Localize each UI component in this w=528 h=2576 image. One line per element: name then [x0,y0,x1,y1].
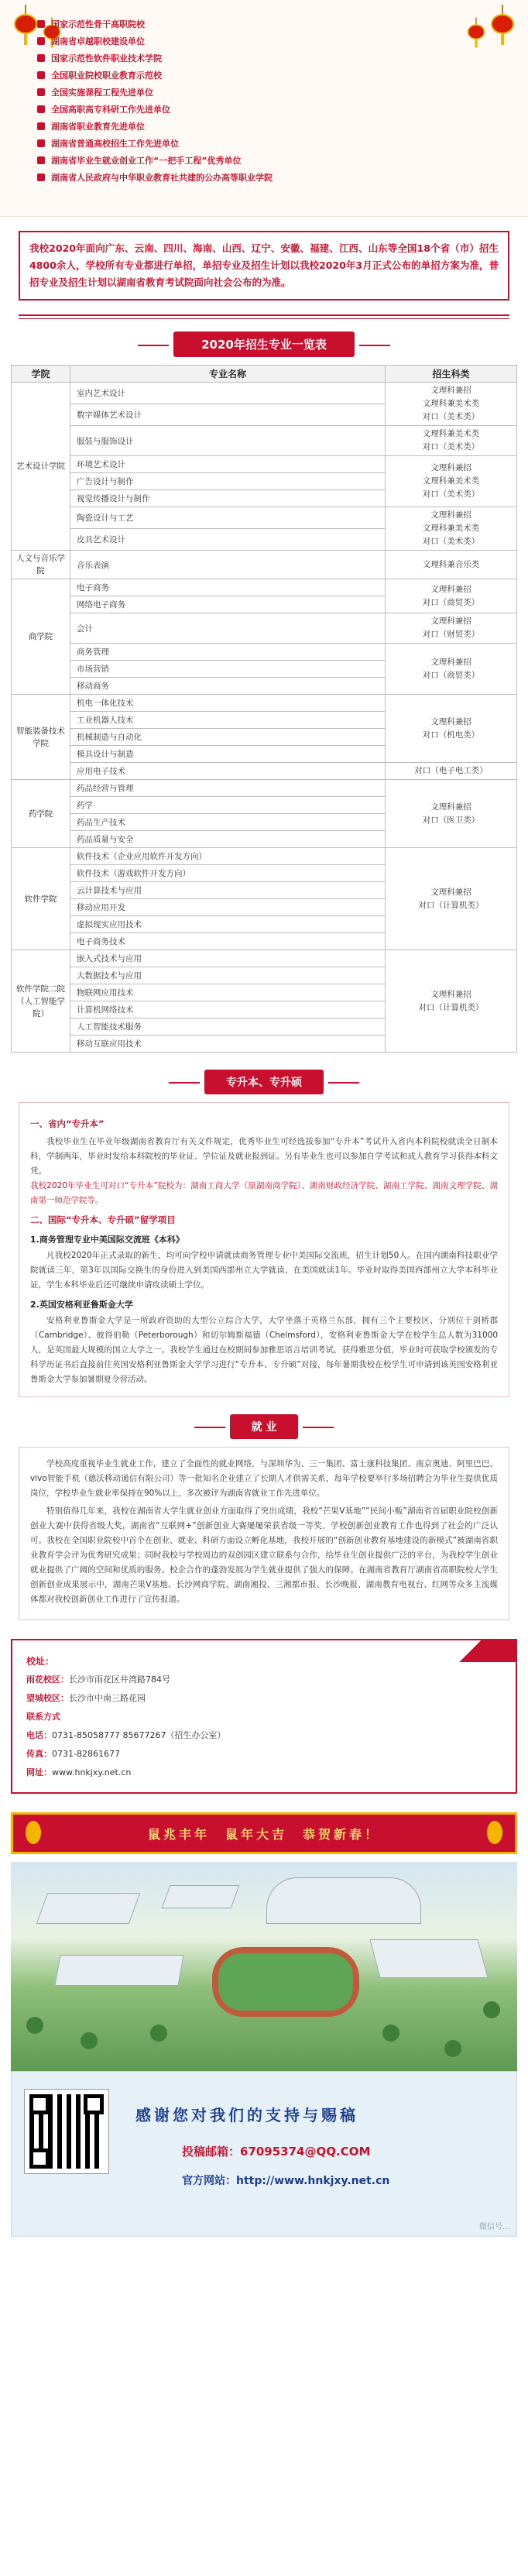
subject-cell: 文理科兼招 文理科兼美术类 对口（美术类） [386,507,517,551]
intro-box: 我校2020年面向广东、云南、四川、海南、山西、辽宁、安徽、福建、江西、山东等全国18个省（市）招生4800余人，学校所有专业都进行单招，单招专业及招生计划以我校2020年3月正式公布的单招方案为准，普招专业及招生计划以湖南省教育考试院面向社会公布的为准。 [19,231,509,301]
subject-cell: 文理科兼美术类 对口（美术类） [386,426,517,456]
college-cell: 艺术设计学院 [12,383,70,551]
honor-item [37,67,458,84]
major-cell: 会计 [70,613,386,644]
major-cell: 计算机网络技术 [70,1001,386,1018]
employment-paragraph-2: 特别值得几年来，我校在湖南省大学生就业创业方面取得了突出成绩，我校“芒果V基地”“民间小贩”湖南省首届职业院校创新创业大赛中获得省级大奖，湖南省“互联网+”创新创业大赛屡屡荣获省级一等奖，学校创新创业教育工作也得到了社会的广泛认可。我校在全国职业院校中首个在创业、就业、科研方面设立孵化基地，我校开展的“创新创业教育基地建设的新模式”被湖南省职业教育学会评为优秀研究成果；同时我校与学校周边的双创园区建立联系与合作，给毕业生创业提供广泛的平台，为我校学生创业就业提供了广阔的空间和优质的服务。校企合作的蓬勃发展为学生就业提供了强大的保障。在湖南省教育厅湖南省高职院校大学生创新创业成果展示中，湖南芒果V基地、长沙网商学院、湖南湘投、三湘都市报、长沙晚报、湖南教育电视台、红网等众多主流媒体都对我校创新创业工作进行了宣传报道。 [30,1506,498,1604]
college-cell: 软件学院 [12,848,70,950]
subject-cell: 文理科兼音乐类 [386,551,517,579]
campus-aerial-image [11,1862,517,2071]
contact-value: 0731-82861677 [52,1748,120,1759]
contact-row [26,1763,516,1781]
table-row [12,456,517,473]
subject-cell: 文理科兼招 对口（财贸类） [386,613,517,644]
major-cell: 环境艺术设计 [70,456,386,473]
college-cell: 软件学院二院（人工智能学院） [12,950,70,1053]
lantern-icon [26,1821,41,1844]
subject-cell: 文理科兼招 对口（医卫类） [386,780,517,848]
bullet-icon [37,37,45,45]
honor-text: 湖南省人民政府与中华职业教育社共建的公办高等职业学院 [51,173,273,183]
employment-section [19,1447,509,1620]
honor-text: 全国职业院校职业教育示范校 [51,70,162,81]
subject-cell: 文理科兼招 对口（计算机类） [386,848,517,950]
subject-cell: 文理科兼招 文理科兼美术类 对口（美术类） [386,456,517,507]
subject-cell: 对口（电子电工类） [386,763,517,780]
subject-cell: 文理科兼招 对口（商贸类） [386,579,517,613]
table-row [12,780,517,797]
lantern-icon [491,5,514,45]
lantern-icon [468,18,485,48]
upgrade-section [19,1102,509,1397]
major-cell: 应用电子技术 [70,763,386,780]
corner-ornament [424,1639,517,1662]
table-row [12,613,517,644]
tree [26,2017,43,2034]
honor-item [37,135,458,152]
major-cell: 药学 [70,797,386,814]
table-row [12,551,517,579]
subject-cell: 文理科兼招 对口（商贸类） [386,644,517,695]
contact-label: 联系方式 [26,1712,60,1722]
bullet-icon [37,139,45,147]
col-header-major: 专业名称 [70,366,386,383]
subject-cell: 文理科兼招 对口（计算机类） [386,950,517,1053]
official-website-link[interactable]: 官方网站：http://www.hnkjxy.net.cn [182,2175,390,2187]
contact-value[interactable]: www.hnkjxy.net.cn [52,1767,132,1777]
majors-title: 2020年招生专业一览表 [173,331,355,357]
bullet-icon [37,173,45,181]
major-cell: 药品生产技术 [70,814,386,831]
major-cell: 药品质量与安全 [70,831,386,848]
honor-text: 国家示范性软件职业技术学院 [51,53,162,64]
building [369,1939,488,1978]
major-cell: 机电一体化技术 [70,695,386,712]
contact-value: 0731-85058777 85677267（招生办公室） [52,1730,226,1740]
major-cell: 云计算技术与应用 [70,882,386,899]
contact-box [11,1639,517,1794]
honor-text: 国家示范性骨干高职院校 [51,19,145,29]
contact-value: 长沙市中南三路花园 [69,1693,146,1703]
province-heading: 一、省内“专升本” [30,1118,105,1129]
table-row [12,426,517,456]
major-cell: 软件技术（企业应用软件开发方向） [70,848,386,865]
qr-code[interactable] [24,2089,109,2174]
uk-program-heading: 2.英国安格利亚鲁斯金大学 [30,1300,133,1310]
table-row [12,848,517,865]
contact-row [26,1726,516,1744]
major-cell: 网络电子商务 [70,596,386,613]
major-cell: 商务管理 [70,644,386,661]
building [54,1955,183,1986]
us-program-paragraph: 凡我校2020年正式录取的新生，均可向学校申请就读商务管理专业中美国际交流班，招生计划50人。在国内湖南科技职业学院就读三年，第3年以国际交换生的身份进入到美国西部州立大学就读，在美国就读1年。毕业时取得美国西部州立大学本科毕业证，学生本科毕业后还可继续申请攻读硕士学位。 [30,1251,498,1290]
major-cell: 嵌入式技术与应用 [70,950,386,967]
major-cell: 模具设计与制造 [70,746,386,763]
footer [11,2071,517,2237]
major-cell: 市场营销 [70,661,386,678]
lantern-icon [487,1821,502,1844]
honor-item [37,15,458,33]
bullet-icon [37,54,45,62]
major-cell: 物联网应用技术 [70,984,386,1001]
tree [483,2001,500,2018]
uk-program-paragraph: 安格利亚鲁斯金大学是一所政府资助的大型公立综合大学，大学坐落于英格兰东部，拥有三个主要校区，分别位于剑桥郡（Cambridge）、彼得伯勒（Peterborough）和切尔姆斯福德（Chelmsford），安格利亚鲁斯金大学在校学生总人数为31000人，是英国最大规模的国立大学之一。我校学生通过在校期间参加雅思语言培训考试，获得雅思分值，毕业时可获取学校颁发的专科学历证书后直接前往英国安格利亚鲁斯金大学学习进行“专升本、专升硕”对接，每年暑期我校在校学生可申请到该英国安格利亚鲁斯金大学参加暑期夏令营活动。 [30,1316,498,1384]
contact-label: 电话： [26,1730,52,1740]
major-cell: 数字媒体艺术设计 [70,404,386,426]
watermark: 微信号… [479,2223,510,2231]
contact-value: 长沙市雨花区井湾路784号 [69,1674,170,1685]
bullet-icon [37,88,45,96]
honor-text: 全国高职高专科研工作先进单位 [51,105,170,115]
honor-item [37,84,458,101]
table-row [12,383,517,404]
honor-item [37,118,458,135]
honor-list [37,15,458,186]
honor-text: 全国实施课程工程先进单位 [51,88,153,98]
contact-label: 网址： [26,1767,52,1777]
major-cell: 电子商务技术 [70,933,386,950]
major-cell: 皮具艺术设计 [70,529,386,551]
employment-paragraph-1: 学校高度重视毕业生就业工作，建立了全面性的就业网络，与深圳华为、三一集团、富士康科技集团、南京奥迪、阿里巴巴、vivo智能手机（德沃移动通信有限公司）等一批知名企业建立了长期人才供需关系，每年学校要举行多场招聘会为毕业生提供优质岗位，学校毕业生就业率保持在90%以上，多次被评为湖南省就业工作先进单位。 [30,1459,498,1498]
major-cell: 移动应用开发 [70,899,386,916]
festive-text: 鼠兆丰年 鼠年大吉 恭贺新春！ [147,1826,380,1842]
major-cell: 室内艺术设计 [70,383,386,404]
table-row [12,579,517,596]
major-cell: 机械制造与自动化 [70,729,386,746]
honor-item [37,33,458,50]
major-cell: 大数据技术与应用 [70,967,386,984]
tree [382,2025,399,2042]
honor-item [37,101,458,118]
contact-row [26,1688,516,1707]
major-cell: 药品经营与管理 [70,780,386,797]
major-cell: 人工智能技术服务 [70,1018,386,1036]
major-cell: 工业机器人技术 [70,712,386,729]
honor-item [37,169,458,186]
major-cell: 视觉传播设计与制作 [70,490,386,507]
honor-text: 湖南省职业教育先进单位 [51,122,145,132]
honor-text: 湖南省毕业生就业创业工作“一把手工程”优秀单位 [51,156,242,166]
tree [444,2040,461,2057]
major-cell: 移动互联应用技术 [70,1036,386,1053]
major-cell: 陶瓷设计与工艺 [70,507,386,529]
tree [81,2032,98,2049]
bullet-icon [37,105,45,113]
honor-text: 湖南省卓越职校建设单位 [51,36,145,46]
table-row [12,644,517,661]
us-program-heading: 1.商务管理专业中美国际交流班《本科》 [30,1235,184,1245]
contact-row [26,1670,516,1688]
upgrade-title: 专升本、专升硕 [204,1070,324,1094]
submission-email[interactable]: 投稿邮箱：67095374@QQ.COM [182,2145,371,2159]
college-cell: 人文与音乐学院 [12,551,70,579]
divider [19,314,509,319]
col-header-subject: 招生科类 [386,366,517,383]
table-row [12,950,517,967]
contact-label: 雨花校区： [26,1674,69,1685]
table-row [12,695,517,712]
major-cell: 软件技术（游戏软件开发方向） [70,865,386,882]
college-cell: 药学院 [12,780,70,848]
festive-banner [11,1812,517,1854]
major-cell: 服装与服饰设计 [70,426,386,456]
bullet-icon [37,20,45,28]
bullet-icon [37,71,45,79]
subject-cell: 文理科兼招 对口（机电类） [386,695,517,763]
province-colleges: 我校2020年毕业生可对口“专升本”院校为：湖南工商大学（原湖南商学院）、湖南财政经济学院、湖南工学院、湖南文理学院、湖南第一师范学院等。 [30,1181,498,1205]
honor-item [37,152,458,169]
table-row [12,507,517,529]
honors-section [0,0,528,217]
bullet-icon [37,156,45,164]
honor-text: 湖南省普通高校招生工作先进单位 [51,139,179,149]
building [162,1885,240,1908]
employment-title: 就 业 [230,1414,299,1439]
table-row [12,763,517,780]
major-cell: 广告设计与制作 [70,473,386,490]
college-cell: 商学院 [12,579,70,695]
college-cell: 智能装备技术学院 [12,695,70,780]
contact-row [26,1707,516,1726]
subject-cell: 文理科兼招 文理科兼美术类 对口（美术类） [386,383,517,426]
honor-item [37,50,458,67]
tree [150,2025,167,2042]
major-cell: 移动商务 [70,678,386,695]
contact-row [26,1744,516,1763]
major-cell: 虚拟现实应用技术 [70,916,386,933]
col-header-college: 学院 [12,366,70,383]
thanks-text: 感谢您对我们的支持与赐稿 [135,2106,358,2124]
major-cell: 电子商务 [70,579,386,596]
contact-label: 传真： [26,1749,52,1759]
sports-field [212,1947,359,2017]
majors-table [11,365,517,1053]
address-heading: 校址： [26,1655,55,1667]
contact-label: 望城校区： [26,1693,69,1703]
building [266,1877,421,1924]
building [36,1893,141,1924]
major-cell: 音乐表演 [70,551,386,579]
intl-heading: 二、国际“专升本、专升硕”留学项目 [30,1214,176,1225]
province-paragraph: 我校毕业生在毕业年级湖南省教育厅有关文件规定，优秀毕业生可经选拔参加“专升本”考试升入省内本科院校就读全日制本科，学制两年，毕业时发给本科院校的毕业证、学位证及就业报到证。另有毕业生也可以参加自学考试和成人教育学习获得本科文凭。 [30,1137,498,1176]
bullet-icon [37,122,45,130]
lantern-icon [14,5,37,45]
